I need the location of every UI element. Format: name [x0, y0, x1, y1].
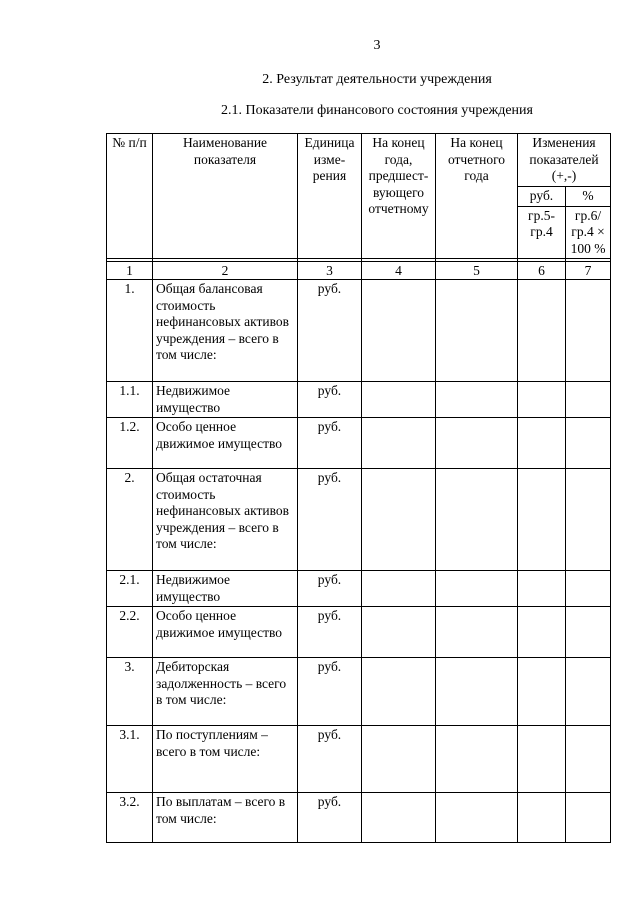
table-row — [107, 418, 611, 469]
table-row — [107, 382, 611, 418]
cell-current-year — [436, 658, 518, 726]
header-num: № п/п — [107, 134, 153, 259]
row-name: Особо ценное движимое имущество — [153, 418, 298, 469]
row-unit: руб. — [298, 726, 362, 793]
column-number: 2 — [153, 262, 298, 280]
cell-change-rub — [518, 658, 566, 726]
table-row — [107, 571, 611, 607]
row-name: Недвижимое имущество — [153, 571, 298, 607]
cell-change-pct — [566, 280, 611, 382]
header-change: Изменения показателей (+,-) — [518, 134, 611, 187]
cell-current-year — [436, 793, 518, 843]
row-number: 3.2. — [107, 793, 153, 843]
cell-current-year — [436, 469, 518, 571]
row-unit: руб. — [298, 418, 362, 469]
row-name: По выплатам – всего в том числе: — [153, 793, 298, 843]
column-number: 5 — [436, 262, 518, 280]
section-title: 2. Результат деятельности учреждения — [262, 72, 492, 87]
row-name: Общая балансовая стоимость нефинансовых активов учреждения – всего в том числе: — [153, 280, 298, 382]
cell-change-rub — [518, 571, 566, 607]
column-number: 6 — [518, 262, 566, 280]
cell-change-rub — [518, 382, 566, 418]
cell-change-rub — [518, 726, 566, 793]
header-pct-formula: гр.6/ гр.4 × 100 % — [566, 206, 611, 259]
cell-prev-year — [362, 469, 436, 571]
table-row — [107, 469, 611, 571]
table-row — [107, 280, 611, 382]
cell-prev-year — [362, 571, 436, 607]
column-number: 4 — [362, 262, 436, 280]
table-row — [107, 607, 611, 658]
cell-change-pct — [566, 571, 611, 607]
row-number: 1.1. — [107, 382, 153, 418]
table-row — [107, 726, 611, 793]
cell-current-year — [436, 418, 518, 469]
row-name: По поступлениям – всего в том числе: — [153, 726, 298, 793]
row-unit: руб. — [298, 382, 362, 418]
cell-change-rub — [518, 793, 566, 843]
row-number: 1.2. — [107, 418, 153, 469]
row-unit: руб. — [298, 280, 362, 382]
row-number: 2.2. — [107, 607, 153, 658]
row-number: 2. — [107, 469, 153, 571]
row-name: Недвижимое имущество — [153, 382, 298, 418]
row-name: Общая остаточная стоимость нефинансовых активов учреждения – всего в том числе: — [153, 469, 298, 571]
column-number: 1 — [107, 262, 153, 280]
row-number: 2.1. — [107, 571, 153, 607]
cell-change-rub — [518, 607, 566, 658]
row-unit: руб. — [298, 571, 362, 607]
cell-prev-year — [362, 726, 436, 793]
table-row — [107, 658, 611, 726]
cell-prev-year — [362, 280, 436, 382]
financial-indicators-table — [106, 133, 611, 843]
cell-change-pct — [566, 607, 611, 658]
cell-change-rub — [518, 280, 566, 382]
header-name: Наименование показателя — [153, 134, 298, 259]
header-unit: Единица изме- рения — [298, 134, 362, 259]
row-name: Дебиторская задолженность – всего в том числе: — [153, 658, 298, 726]
header-prev-year: На конец года, предшест- вующего отчетному — [362, 134, 436, 259]
subsection-title: 2.1. Показатели финансового состояния учреждения — [221, 103, 533, 118]
row-unit: руб. — [298, 793, 362, 843]
cell-change-pct — [566, 469, 611, 571]
cell-change-rub — [518, 469, 566, 571]
cell-prev-year — [362, 607, 436, 658]
row-number: 1. — [107, 280, 153, 382]
column-numbers-row — [107, 262, 611, 280]
cell-change-pct — [566, 658, 611, 726]
cell-change-rub — [518, 418, 566, 469]
cell-prev-year — [362, 382, 436, 418]
cell-change-pct — [566, 382, 611, 418]
cell-current-year — [436, 726, 518, 793]
cell-change-pct — [566, 793, 611, 843]
column-number: 7 — [566, 262, 611, 280]
row-unit: руб. — [298, 607, 362, 658]
row-unit: руб. — [298, 658, 362, 726]
row-name: Особо ценное движимое имущество — [153, 607, 298, 658]
row-unit: руб. — [298, 469, 362, 571]
cell-current-year — [436, 382, 518, 418]
cell-current-year — [436, 571, 518, 607]
header-rub-formula: гр.5- гр.4 — [518, 206, 566, 259]
cell-prev-year — [362, 658, 436, 726]
cell-prev-year — [362, 418, 436, 469]
cell-current-year — [436, 280, 518, 382]
cell-change-pct — [566, 418, 611, 469]
header-change-rub: руб. — [518, 187, 566, 207]
cell-change-pct — [566, 726, 611, 793]
row-number: 3.1. — [107, 726, 153, 793]
cell-prev-year — [362, 793, 436, 843]
table-row — [107, 793, 611, 843]
cell-current-year — [436, 607, 518, 658]
row-number: 3. — [107, 658, 153, 726]
page-number: 3 — [373, 38, 381, 53]
header-change-pct: % — [566, 187, 611, 207]
column-number: 3 — [298, 262, 362, 280]
header-current-year: На конец отчетного года — [436, 134, 518, 259]
